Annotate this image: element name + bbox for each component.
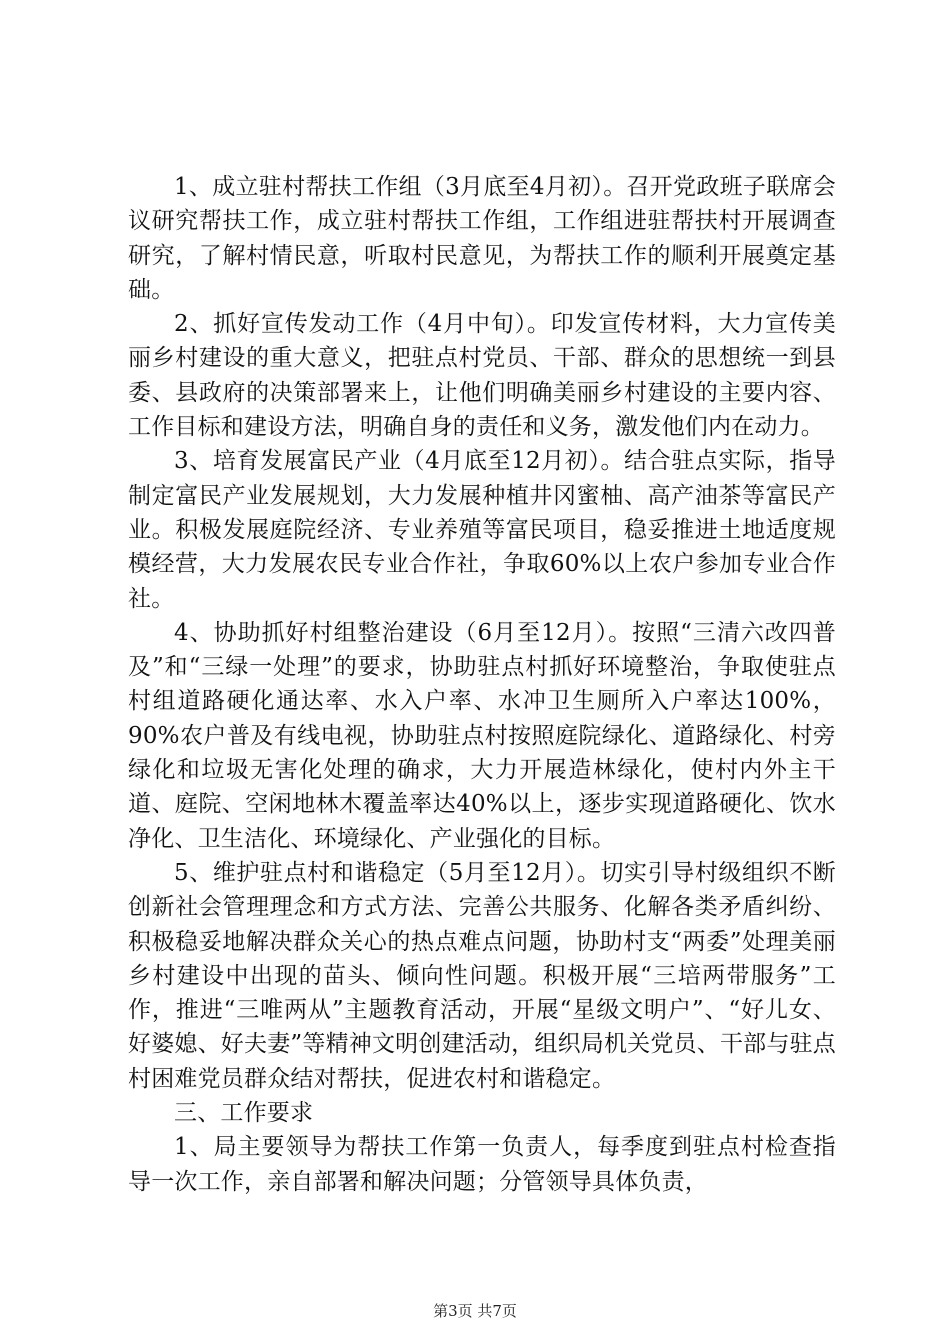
paragraph-item-3: 3、培育发展富民产业（4月底至12月初）。结合驻点实际，指导制定富民产业发展规划，大力发展种植井冈蜜柚、高产油茶等富民产业。积极发展庭院经济、专业养殖等富民项目，稳妥推进土地适度规模经营，大力发展农民专业合作社，争取60%以上农户参加专业合作社。 [128,448,836,612]
paragraph-item-2: 2、抓好宣传发动工作（4月中旬）。印发宣传材料，大力宣传美丽乡村建设的重大意义，把驻点村党员、干部、群众的思想统一到县委、县政府的决策部署来上，让他们明确美丽乡村建设的主要内容、工作目标和建设方法，明确自身的责任和义务，激发他们内在动力。 [128,311,836,441]
page-footer: 第3页 共7页 [433,1302,517,1320]
requirement-item-1: 1、局主要领导为帮扶工作第一负责人，每季度到驻点村检查指导一次工作，亲自部署和解决问题；分管领导具体负责， [128,1134,836,1195]
paragraph-item-4: 4、协助抓好村组整治建设（6月至12月）。按照“三清六改四普及”和“三绿一处理”的要求，协助驻点村抓好环境整治，争取使驻点村组道路硬化通达率、水入户率、水冲卫生厕所入户率达100%，90%农户普及有线电视，协助驻点村按照庭院绿化、道路绿化、村旁绿化和垃圾无害化处理的确求，大力开展造林绿化，使村内外主干道、庭院、空闲地林木覆盖率达40%以上，逐步实现道路硬化、饮水净化、卫生洁化、环境绿化、产业强化的目标。 [128,619,836,852]
section-heading-work-requirements: 三、工作要求 [174,1100,314,1127]
paragraph-item-5: 5、维护驻点村和谐稳定（5月至12月）。切实引导村级组织不断创新社会管理理念和方式方法、完善公共服务、化解各类矛盾纠纷、积极稳妥地解决群众关心的热点难点问题，协助村支“两委”处理美丽乡村建设中出现的苗头、倾向性问题。积极开展“三培两带服务”工作，推进“三唯两从”主题教育活动，开展“星级文明户”、“好儿女、好婆媳、好夫妻”等精神文明创建活动，组织局机关党员、干部与驻点村困难党员群众结对帮扶，促进农村和谐稳定。 [128,859,836,1092]
paragraph-item-1: 1、成立驻村帮扶工作组（3月底至4月初）。召开党政班子联席会议研究帮扶工作，成立驻村帮扶工作组，工作组进驻帮扶村开展调查研究，了解村情民意，听取村民意见，为帮扶工作的顺利开展奠定基础。 [128,174,836,303]
document-body [128,170,836,1199]
